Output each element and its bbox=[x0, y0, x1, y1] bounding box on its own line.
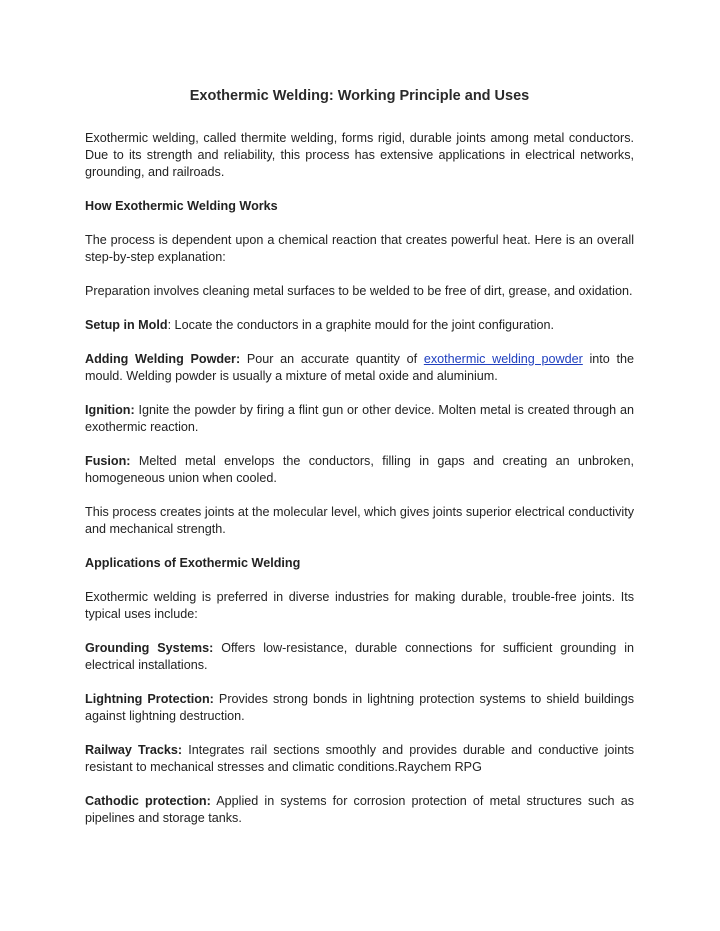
fusion-paragraph bbox=[85, 453, 634, 487]
setup-paragraph bbox=[85, 317, 634, 334]
cathodic-paragraph bbox=[85, 793, 634, 827]
fusion-label: Fusion: bbox=[85, 454, 131, 468]
grounding-label: Grounding Systems: bbox=[85, 641, 214, 655]
lightning-text: Provides strong bonds in lightning protection systems to shield buildings against lightning destruction. bbox=[85, 692, 634, 723]
adding-label: Adding Welding Powder: bbox=[85, 352, 241, 366]
adding-paragraph bbox=[85, 351, 634, 385]
fusion-text: Melted metal envelops the conductors, filling in gaps and creating an unbroken, homogeneous union when cooled. bbox=[85, 454, 634, 485]
setup-text: : Locate the conductors in a graphite mould for the joint configuration. bbox=[167, 318, 555, 332]
grounding-paragraph bbox=[85, 640, 634, 674]
page-title: Exothermic Welding: Working Principle and Uses bbox=[189, 88, 530, 104]
adding-text-after: into the mould. Welding powder is usually a mixture of metal oxide and aluminium. bbox=[85, 352, 634, 383]
preparation-paragraph: Preparation involves cleaning metal surfaces to be welded to be free of dirt, grease, and oxidation. bbox=[85, 284, 633, 298]
lightning-paragraph bbox=[85, 691, 634, 725]
cathodic-label: Cathodic protection: bbox=[85, 794, 211, 808]
cathodic-text: Applied in systems for corrosion protection of metal structures such as pipelines and storage tanks. bbox=[85, 794, 635, 825]
ignition-text: Ignite the powder by firing a flint gun or other device. Molten metal is created through an exothermic reaction. bbox=[85, 403, 634, 434]
lightning-label: Lightning Protection: bbox=[85, 692, 214, 706]
railway-paragraph bbox=[85, 742, 634, 776]
railway-text: Integrates rail sections smoothly and provides durable and conductive joints resistant to mechanical stresses and climatic conditions.Raychem RPG bbox=[85, 743, 634, 774]
adding-text-before: Pour an accurate quantity of bbox=[240, 352, 424, 366]
how-intro-paragraph: The process is dependent upon a chemical reaction that creates powerful heat. Here is an overall step-by-step explanation: bbox=[85, 233, 634, 264]
applications-intro-paragraph: Exothermic welding is preferred in diverse industries for making durable, trouble-free joints. Its typical uses include: bbox=[85, 590, 634, 621]
how-heading: How Exothermic Welding Works bbox=[85, 199, 278, 213]
grounding-text: Offers low-resistance, durable connections for sufficient grounding in electrical installations. bbox=[85, 641, 634, 672]
setup-label: Setup in Mold bbox=[85, 318, 168, 332]
ignition-paragraph bbox=[85, 402, 634, 436]
document-page bbox=[85, 86, 634, 844]
applications-heading: Applications of Exothermic Welding bbox=[85, 556, 301, 570]
process-result-paragraph: This process creates joints at the molecular level, which gives joints superior electrical conductivity and mechanical strength. bbox=[85, 505, 634, 536]
railway-label: Railway Tracks: bbox=[85, 743, 183, 757]
welding-powder-link[interactable]: exothermic welding powder bbox=[423, 352, 583, 366]
intro-paragraph: Exothermic welding, called thermite welding, forms rigid, durable joints among metal conductors. Due to its strength and reliability, this process has extensive applications in electrical networks, grounding, and railroads. bbox=[85, 131, 634, 179]
ignition-label: Ignition: bbox=[85, 403, 135, 417]
